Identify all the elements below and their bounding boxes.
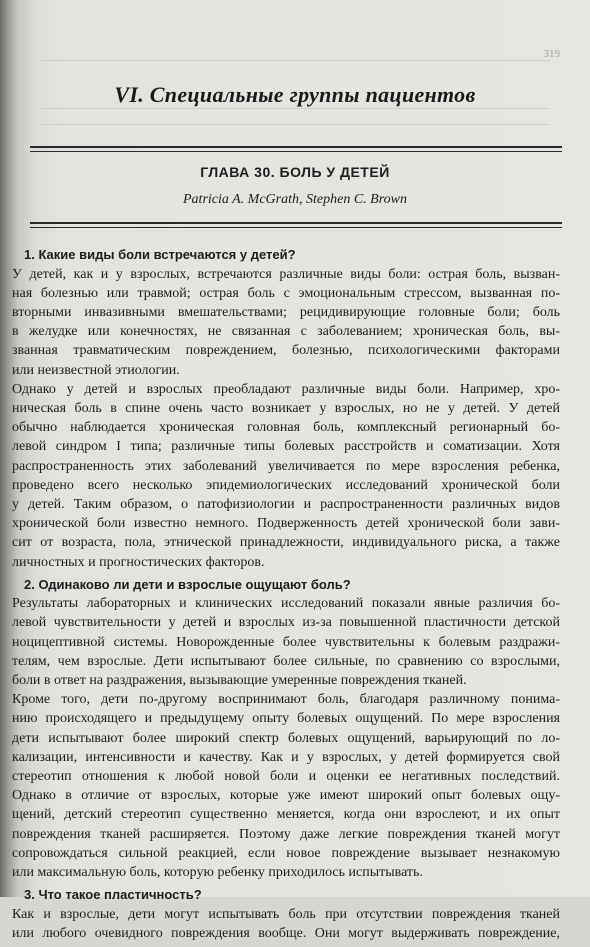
question-heading: 2. Одинаково ли дети и взрослые ощущают боль?	[24, 576, 351, 592]
text-line: или неизвестной этиологии.	[12, 362, 180, 378]
text-line: У детей, как и у взрослых, встречаются различные виды боли: острая боль, вызван-	[12, 266, 560, 282]
bottom-rule-thin	[30, 227, 562, 228]
text-line: или максимальную боль, которую ребенку приходилось испытывать.	[12, 865, 423, 881]
chapter-title: ГЛАВА 30. БОЛЬ У ДЕТЕЙ	[200, 164, 390, 180]
part-title: VI. Специальные группы пациентов	[114, 82, 476, 107]
text-line: Однако в отличие от взрослых, которые уже имеют широкий опыт болевых ощу-	[12, 788, 560, 804]
page-number: 319	[543, 48, 560, 60]
answer-paragraph	[12, 690, 560, 882]
text-line: стереотип отношения к любой новой боли и оценки ее негативных последствий.	[12, 769, 560, 785]
question-heading: 3. Что такое пластичность?	[24, 887, 202, 903]
text-line: щений, детский стереотип существенно меняется, когда они взрослеют, и их опыт	[12, 807, 560, 823]
text-line: ноцицептивной системы. Новорожденные более чувствительны к болевым раздражи-	[12, 634, 560, 650]
answer-paragraph	[12, 594, 560, 690]
bleed-through-line	[40, 60, 550, 61]
text-line: вторными инвазивными вмешательствами; рецидивирующие головные боли; боль	[12, 304, 560, 320]
answer-paragraph	[12, 905, 560, 943]
text-line: телям, чем взрослые. Дети испытывают более сильные, по сравнению со взрослыми,	[12, 653, 560, 669]
text-line: Как и взрослые, дети могут испытывать боль при отсутствии повреждения тканей	[12, 906, 560, 922]
text-line: Однако у детей и взрослых преобладают различные виды боли. Например, хро-	[12, 381, 560, 397]
qa-section	[12, 576, 560, 887]
text-line: левой синдром I типа; различные типы болевых расстройств и соматизации. Хотя	[12, 439, 560, 455]
text-line: хронической боли известно немного. Подверженность детей хронической боли зави-	[12, 516, 560, 532]
text-line: дети испытывают более широкий спектр болевых ощущений, варьирующий по ло-	[12, 730, 560, 746]
text-line: сит от возраста, пола, этнической принадлежности, индивидуального риска, а также	[12, 535, 560, 551]
text-line: ническая боль в спине очень часто возникает у взрослых, но не у детей. У детей	[12, 400, 560, 416]
qa-section	[12, 246, 560, 576]
chapter-body	[12, 246, 560, 947]
text-line: Результаты лабораторных и клинических исследований показали явные различия бо-	[12, 596, 560, 612]
question-heading: 1. Какие виды боли встречаются у детей?	[24, 247, 296, 262]
text-line: в желудке или конечностях, не связанная с заболеванием; хроническая боль, вы-	[12, 324, 560, 340]
text-line: левой чувствительности у детей и взрослых из-за повышенной пластичности детской	[12, 615, 560, 631]
text-line: у детей. Таким образом, о патофизиологии и распространенности различных видов	[12, 496, 560, 512]
text-line: повреждения тканей расширяется. Поэтому даже легкие повреждения тканей могут	[12, 826, 560, 842]
top-rule-thin	[30, 151, 562, 152]
text-line: ная болезнью или травмой; острая боль с эмоциональным стрессом, вызванная по-	[12, 285, 560, 301]
text-line: нию происходящего и предыдущему опыту болевых ощущений. По мере взросления	[12, 711, 560, 727]
answer-paragraph	[12, 380, 560, 572]
answer-paragraph	[12, 265, 560, 380]
text-line: кализации, интенсивности и качеству. Как и у взрослых, у детей формируется свой	[12, 749, 560, 765]
text-line: Кроме того, дети по-другому воспринимают боль, благодаря различному понима-	[12, 692, 560, 708]
top-rule-thick	[30, 146, 562, 148]
text-line: личностных и прогностических факторов.	[12, 554, 265, 570]
bottom-rule-thick	[30, 222, 562, 224]
chapter-authors: Patricia A. McGrath, Stephen C. Brown	[183, 192, 407, 207]
text-line: боли в ответ на раздражения, вызывающие умеренные повреждения тканей.	[12, 673, 467, 689]
bleed-through-line	[40, 124, 550, 125]
text-line: проведено всего несколько эпидемиологических исследований хронической боли	[12, 477, 560, 493]
text-line: сопровождаться сильной реакцией, если новое повреждение вызывает незнакомую	[12, 845, 560, 861]
text-line: обычно наблюдается хроническая головная боль, комплексный регионарный бо-	[12, 420, 560, 436]
text-line: распространенность этих заболеваний увеличивается по мере взросления ребенка,	[12, 458, 560, 474]
text-line: или любого очевидного повреждения вообще. Они могут выдерживать повреждение,	[12, 926, 560, 941]
bleed-through-line	[40, 108, 550, 109]
qa-section	[12, 886, 560, 947]
text-line: званная травматическим повреждением, болезнью, психологическими факторами	[12, 343, 560, 359]
